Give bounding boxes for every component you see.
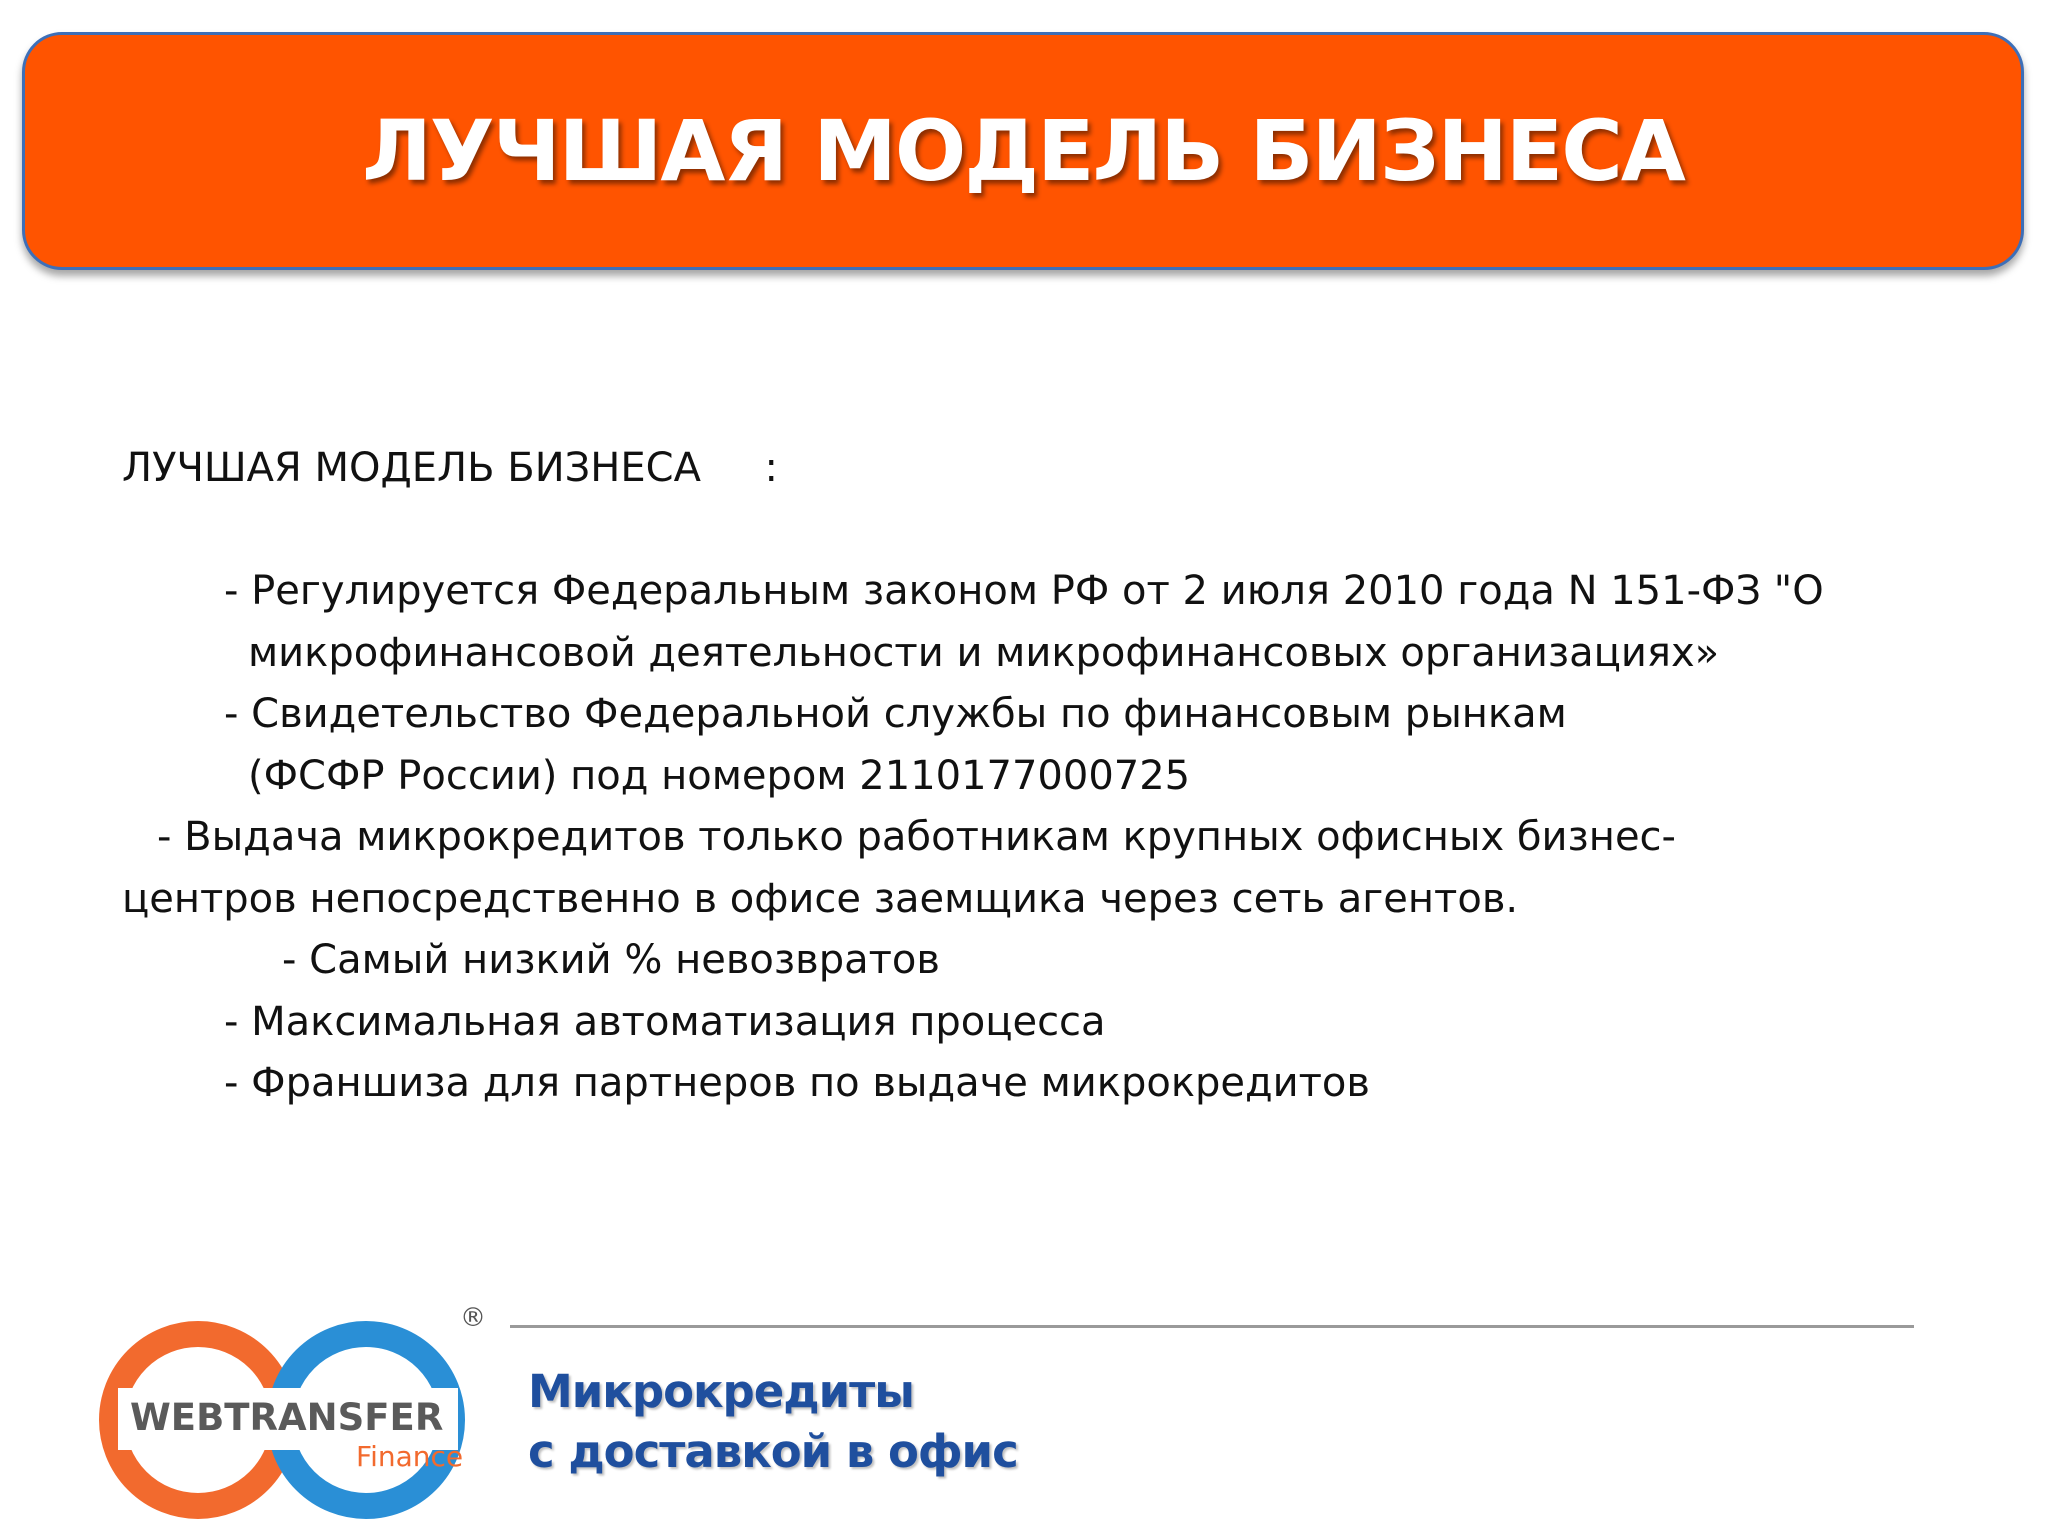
- spacer: [122, 500, 1922, 562]
- logo-sub-text: Finance: [356, 1440, 464, 1473]
- footer-divider: [510, 1325, 1914, 1328]
- content-line: микрофинансовой деятельности и микрофинансовых организациях»: [248, 629, 1720, 676]
- title-banner: [22, 32, 2024, 270]
- slogan-line: с доставкой в офис: [528, 1425, 1018, 1478]
- logo-brand-text: WEBTRANSFER: [130, 1396, 444, 1439]
- content-line: - Выдача микрокредитов только работникам крупных офисных бизнес-: [157, 814, 1676, 860]
- content-heading: ЛУЧШАЯ МОДЕЛЬ БИЗНЕСА :: [122, 445, 778, 491]
- content-line: - Регулируется Федеральным законом РФ от 2 июля 2010 года N 151-ФЗ "О: [224, 568, 1824, 614]
- slogan: [528, 1362, 1018, 1482]
- content-block: [122, 438, 1922, 1115]
- slide-title: ЛУЧШАЯ МОДЕЛЬ БИЗНЕСА: [362, 102, 1684, 200]
- webtransfer-logo: [88, 1300, 508, 1530]
- registered-mark-icon: ®: [460, 1303, 486, 1333]
- content-line: - Максимальная автоматизация процесса: [224, 998, 1106, 1045]
- content-line: - Свидетельство Федеральной службы по финансовым рынкам: [224, 691, 1567, 737]
- content-line: (ФСФР России) под номером 2110177000725: [248, 752, 1191, 799]
- slogan-line: Микрокредиты: [528, 1365, 914, 1418]
- content-line: - Самый низкий % невозвратов: [282, 937, 940, 983]
- content-line: - Франшиза для партнеров по выдаче микрокредитов: [224, 1060, 1370, 1106]
- content-line: центров непосредственно в офисе заемщика через сеть агентов.: [122, 875, 1519, 922]
